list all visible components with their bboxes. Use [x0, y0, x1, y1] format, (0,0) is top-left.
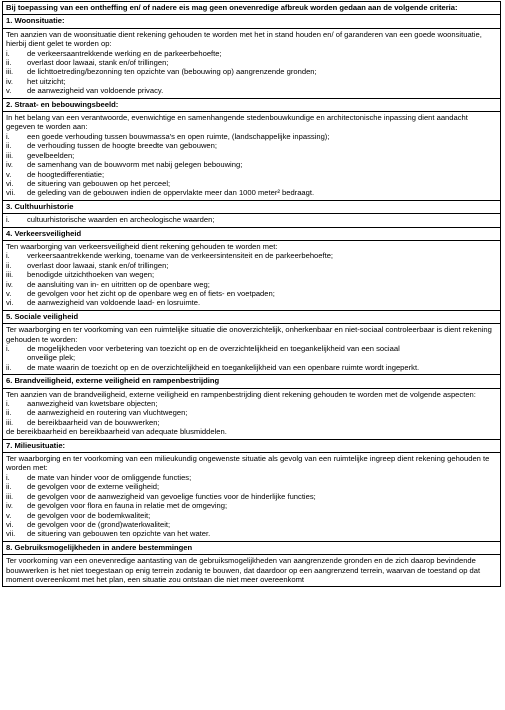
item-number: v.: [6, 169, 12, 179]
criteria-list-item: [6, 501, 498, 510]
item-text: de aanwezigheid en routering van vluchtwegen;: [27, 408, 188, 418]
item-number: vi.: [6, 298, 14, 308]
section-body: [3, 240, 501, 310]
item-number: vii.: [6, 529, 16, 539]
item-number: i.: [6, 215, 10, 225]
item-text: de mate waarin de toezicht op en de overzichtelijkheid en toegankelijkheid van een openbare ruimte wordt ingeperkt.: [27, 362, 420, 372]
section-body: [3, 214, 501, 227]
item-number: i.: [6, 131, 10, 141]
criteria-list-item: [6, 261, 498, 270]
section-heading-row: [3, 15, 501, 28]
section-heading-row: [3, 310, 501, 323]
item-number: vi.: [6, 178, 14, 188]
item-text: de situering van gebouwen ten opzichte van het water.: [27, 529, 211, 539]
item-number: ii.: [6, 482, 12, 492]
section-body-row: [3, 324, 501, 375]
item-number: i.: [6, 399, 10, 409]
criteria-list-item: [6, 215, 498, 224]
criteria-list-item: [6, 418, 498, 427]
item-text: de mogelijkheden voor verbetering van toezicht op en de overzichtelijkheid en toegankelijkheid van een sociaal: [27, 344, 400, 353]
criteria-list-item: [6, 160, 498, 169]
criteria-list-item: [6, 58, 498, 67]
criteria-list-item: [6, 49, 498, 58]
section-body: [3, 112, 501, 201]
section-body-row: [3, 388, 501, 439]
item-number: [6, 353, 27, 362]
section-heading-row: [3, 98, 501, 111]
section-paragraph: Ten aanzien van de woonsituatie dient rekening gehouden te worden met het in stand houden en/ of garanderen van een goede woonsituatie, hierbij dient gelet te worden op:: [6, 29, 482, 49]
item-number: i.: [6, 251, 10, 261]
item-text: de hoogtedifferentiatie;: [27, 169, 105, 179]
criteria-list-item: [6, 141, 498, 150]
criteria-list-item: [6, 353, 498, 362]
criteria-list-item: [6, 298, 498, 307]
item-text: de gevolgen voor de (grond)waterkwaliteit;: [27, 519, 171, 529]
item-text: de gevolgen voor de aanwezigheid van gevoelige functies voor de hinderlijke functies;: [27, 491, 316, 501]
criteria-list-item: [6, 289, 498, 298]
item-text: het uitzicht;: [27, 76, 66, 86]
item-number: iii.: [6, 491, 14, 501]
item-number: iii.: [6, 270, 14, 280]
item-number: vi.: [6, 519, 14, 529]
intro-text: Bij toepassing van een ontheffing en/ of nadere eis mag geen onevenredige afbreuk worden gedaan aan de volgende criteria:: [3, 2, 501, 15]
item-number: iii.: [6, 67, 14, 77]
criteria-list-item: [6, 473, 498, 482]
criteria-list-item: [6, 511, 498, 520]
item-number: ii.: [6, 58, 12, 68]
section-heading: 8. Gebruiksmogelijkheden in andere bestemmingen: [3, 541, 501, 554]
section-heading: 5. Sociale veiligheid: [3, 310, 501, 323]
criteria-list-item: [6, 520, 498, 529]
item-text: de verhouding tussen de hoogte breedte van gebouwen;: [27, 141, 217, 151]
section-body: [3, 28, 501, 98]
item-text: de aanwezigheid van voldoende privacy.: [27, 86, 164, 96]
item-text: verkeersaantrekkende werking, toename van de verkeersintensiteit en de parkeerbehoefte;: [27, 251, 334, 261]
item-text: onveilige plek;: [27, 353, 76, 363]
item-text: de gevolgen voor het zicht op de openbare weg en of fiets- en voetpaden;: [27, 288, 275, 298]
criteria-list-item: [6, 179, 498, 188]
section-closing-line: de bereikbaarheid en bereikbaarheid van adequate blusmiddelen.: [6, 427, 227, 437]
item-text: benodigde uitzichthoeken van wegen;: [27, 270, 155, 280]
item-number: iv.: [6, 279, 14, 289]
section-heading-row: [3, 439, 501, 452]
criteria-list-item: [6, 151, 498, 160]
section-body: [3, 453, 501, 542]
item-text: een goede verhouding tussen bouwmassa's en open ruimte, (landschappelijke inpassing);: [27, 131, 330, 141]
item-text: de geleding van de gebouwen indien de oppervlakte meer dan 1000 meter² bedraagt.: [27, 188, 315, 198]
item-number: iv.: [6, 76, 14, 86]
item-text: de gevolgen voor de externe veiligheid;: [27, 482, 160, 492]
item-number: ii.: [6, 141, 12, 151]
section-body: [3, 388, 501, 439]
criteria-list-item: [6, 280, 498, 289]
criteria-list-item: [6, 67, 498, 76]
item-number: i.: [6, 344, 10, 353]
item-number: ii.: [6, 260, 12, 270]
criteria-list-item: [6, 399, 498, 408]
item-text: de verkeersaantrekkende werking en de parkeerbehoefte;: [27, 48, 222, 58]
item-text: de samenhang van de bouwvorm met nabij gelegen bebouwing;: [27, 160, 243, 170]
section-paragraph: Ten waarborging van verkeersveiligheid dient rekening gehouden te worden met:: [6, 241, 278, 251]
section-heading: 6. Brandveiligheid, externe veiligheid en rampenbestrijding: [3, 375, 501, 388]
item-number: iv.: [6, 501, 14, 511]
section-body-row: [3, 28, 501, 98]
item-text: gevelbeelden;: [27, 150, 75, 160]
section-paragraph: In het belang van een verantwoorde, evenwichtige en samenhangende stedenbouwkundige en architectonische inpassing dient aandacht gegeven te worden aan:: [6, 113, 468, 132]
item-number: iii.: [6, 150, 14, 160]
section-paragraph: Ter waarborging en ter voorkoming van een milieukundig ongewenste situatie als gevolg van een ruimtelijke ingreep dient rekening gehouden te worden met:: [6, 454, 490, 473]
item-text: overlast door lawaai, stank en/of trillingen;: [27, 58, 169, 68]
criteria-table: [2, 1, 501, 587]
item-text: de gevolgen voor flora en fauna in relatie met de omgeving;: [27, 501, 228, 511]
intro-row: [3, 2, 501, 15]
section-heading: 2. Straat- en bebouwingsbeeld:: [3, 98, 501, 111]
item-text: de aanwezigheid van voldoende laad- en losruimte.: [27, 298, 201, 308]
criteria-list-item: [6, 251, 498, 260]
criteria-list-item: [6, 529, 498, 538]
criteria-list-item: [6, 408, 498, 417]
item-number: iii.: [6, 417, 14, 427]
section-heading-row: [3, 200, 501, 213]
section-body: [3, 555, 501, 587]
section-body-row: [3, 112, 501, 201]
item-number: i.: [6, 48, 10, 58]
section-heading: 7. Milieusituatie:: [3, 439, 501, 452]
section-heading: 3. Culthuurhistorie: [3, 200, 501, 213]
section-heading-row: [3, 541, 501, 554]
section-body-row: [3, 214, 501, 227]
item-number: ii.: [6, 362, 12, 372]
criteria-list-item: [6, 344, 498, 353]
item-number: i.: [6, 472, 10, 482]
item-number: ii.: [6, 408, 12, 418]
section-paragraph: Ter waarborging en ter voorkoming van een ruimtelijke situatie die onoverzichtelijk, onherkenbaar en niet-sociaal controleerbaar is dient rekening gehouden te worden:: [6, 325, 492, 344]
criteria-document: [2, 1, 501, 710]
item-number: v.: [6, 510, 12, 520]
item-number: iv.: [6, 160, 14, 170]
item-text: de mate van hinder voor de omliggende functies;: [27, 472, 192, 482]
criteria-list-item: [6, 270, 498, 279]
section-heading: 1. Woonsituatie:: [3, 15, 501, 28]
section-body-row: [3, 555, 501, 587]
criteria-list-item: [6, 188, 498, 197]
section-heading-row: [3, 375, 501, 388]
item-text: aanwezigheid van kwetsbare objecten;: [27, 399, 158, 409]
item-text: overlast door lawaai, stank en/of trillingen;: [27, 260, 169, 270]
item-number: v.: [6, 288, 12, 298]
item-number: vii.: [6, 188, 16, 198]
item-text: de lichttoetreding/bezonning ten opzichte van (bebouwing op) aangrenzende gronden;: [27, 67, 317, 77]
criteria-list-item: [6, 86, 498, 95]
section-body-row: [3, 453, 501, 542]
item-text: de gevolgen voor de bodemkwaliteit;: [27, 510, 151, 520]
section-paragraph: Ter voorkoming van een onevenredige aantasting van de gebruiksmogelijkheden van aangrenzende gronden en de zich daarop bevindende bouwwerken is het niet toegestaan op enig terrein zodanig te bouwen, dat daardoor op een aangrenzend terrein, waarvan de toestand op dat moment overeenkomt met het plan, een situatie zou ontstaan die niet meer overeenkomt: [6, 556, 481, 584]
criteria-list-item: [6, 482, 498, 491]
criteria-list-item: [6, 170, 498, 179]
criteria-list-item: [6, 363, 498, 372]
item-text: de bereikbaarheid van de bouwwerken;: [27, 417, 160, 427]
section-heading-row: [3, 227, 501, 240]
item-number: v.: [6, 86, 12, 96]
criteria-list-item: [6, 132, 498, 141]
item-text: cultuurhistorische waarden en archeologische waarden;: [27, 215, 215, 225]
section-heading: 4. Verkeersveiligheid: [3, 227, 501, 240]
criteria-list-item: [6, 492, 498, 501]
section-body-row: [3, 240, 501, 310]
criteria-list-item: [6, 77, 498, 86]
section-body: [3, 324, 501, 375]
section-paragraph: Ten aanzien van de brandveiligheid, externe veiligheid en rampenbestrijding dient rekening gehouden te worden met de volgende aspecten:: [6, 389, 476, 399]
item-text: de aansluiting van in- en uitritten op de openbare weg;: [27, 279, 210, 289]
item-text: de situering van gebouwen op het perceel;: [27, 178, 171, 188]
